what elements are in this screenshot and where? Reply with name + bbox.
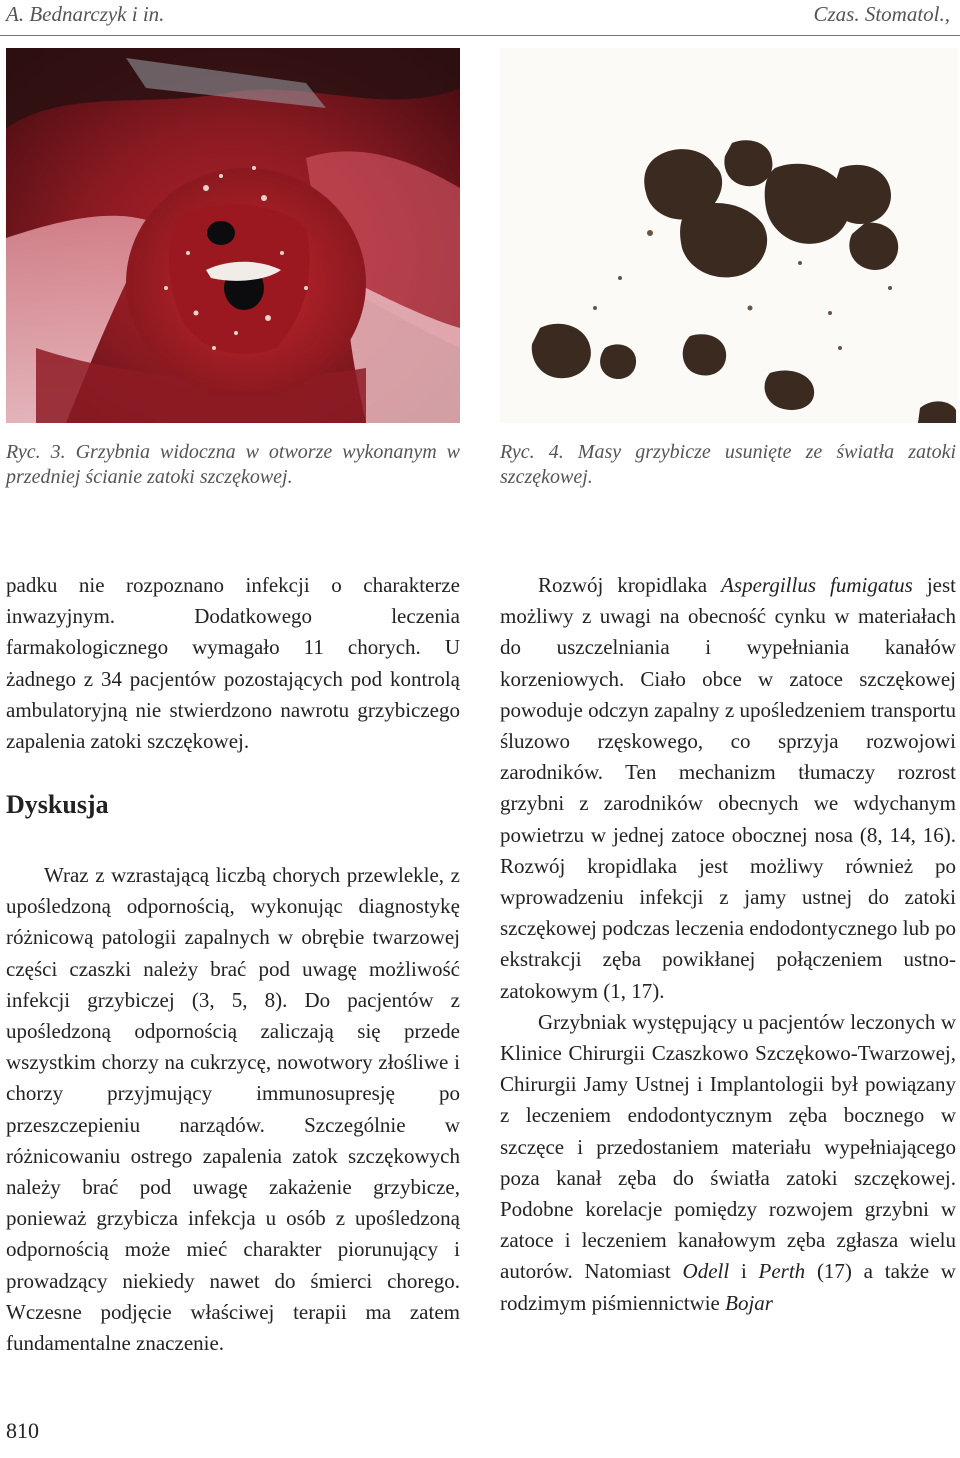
- author-name-odell: Odell: [682, 1259, 730, 1284]
- figure-3-photo: [6, 48, 460, 423]
- figure-4-illustration: [500, 48, 958, 423]
- left-column-discussion: [6, 860, 460, 1359]
- figure-3-caption: Ryc. 3. Grzybnia widoczna w otworze wykonanym w przedniej ścianie zatoki szczękowej.: [6, 441, 460, 488]
- right-column-text: [500, 570, 956, 1319]
- running-header-authors: A. Bednarczyk i in.: [6, 2, 165, 26]
- page-number: 810: [6, 1418, 39, 1443]
- paragraph-grzybniak: Grzybniak występujący u pacjentów leczonych w Klinice Chirurgii Czaszkowo Szczękowo-Twarzowej, Chirurgii Jamy Ustnej i Implantologii był powiązany z leczeniem endodontycznym zęba bocznego w szczęce i przedostaniem materiału wypełniającego poza kanał zęba do światła zatoki szczękowej. Podobne korelacje pomiędzy rozwojem grzybni w zatoce i leczeniem kanałowym zęba zgłasza wielu autorów. Natomiast Odell i Perth (17) a także w rodzimym piśmiennictwie Bojar: [500, 1009, 956, 1315]
- author-name-bojar: Bojar: [725, 1290, 773, 1315]
- species-name: Aspergillus fumigatus: [721, 573, 913, 597]
- figure-3-illustration: [6, 48, 460, 423]
- header-divider: [0, 35, 960, 36]
- author-name-perth: Perth: [758, 1259, 806, 1284]
- figure-4-caption: Ryc. 4. Masy grzybicze usunięte ze światła zatoki szczękowej.: [500, 441, 956, 488]
- paragraph-discussion: Wraz z wzrastającą liczbą chorych przewlekle, z upośledzoną odpornością, wykonując diagnostykę różnicową patologii zapalnych w obrębie twarzowej części czaszki należy brać pod uwagę możliwość infekcji grzybiczej (3, 5, 8). Do pacjentów z upośledzoną odpornością zaliczają się przede wszystkim chorzy na cukrzycę, nowotwory złośliwe i chorzy przyjmujący immunosupresję po przeszczepieniu narządów. Szczególnie w różnicowaniu ostrego zapalenia zatok szczękowych należy brać pod uwagę zakażenie grzybicze, ponieważ grzybicza infekcja u osób z upośledzoną odpornością może mieć charakter piorunujący i prowadzący niekiedy nawet do śmierci chorego. Wczesne podjęcie właściwej terapii ma zatem fundamentalne znaczenie.: [6, 863, 460, 1356]
- section-heading-dyskusja: Dyskusja: [6, 790, 109, 819]
- running-header-journal: Czas. Stomatol.,: [813, 2, 950, 26]
- figure-4-photo: [500, 48, 958, 423]
- paragraph-aspergillus: Rozwój kropidlaka Aspergillus fumigatus jest możliwy z uwagi na obecność cynku w materiałach do uszczelniania i wypełniania kanałów korzeniowych. Ciało obce w zatoce szczękowej powoduje odczyn zapalny z upośledzeniem transportu śluzowo rzęskowego, co sprzyja rozwojowi zarodników. Ten mechanizm tłumaczy rozrost grzybni z zarodników obecnych we wdychanym powietrzu w jednej zatoce obocznej nosa (8, 14, 16). Rozwój kropidlaka jest możliwy również po wprowadzeniu infekcji z jamy ustnej do zatoki szczękowej podczas leczenia endodontycznego lub po ekstrakcji zęba powikłanej połączeniem ustno-zatokowym (1, 17).: [500, 573, 956, 1003]
- paragraph-continuation: padku nie rozpoznano infekcji o charakterze inwazyjnym. Dodatkowego leczenia farmakologicznego wymagało 11 chorych. U żadnego z 34 pacjentów pozostających pod kontrolą ambulatoryjną nie stwierdzono nawrotu grzybiczego zapalenia zatoki szczękowej.: [6, 573, 460, 754]
- left-column-text: [6, 570, 460, 757]
